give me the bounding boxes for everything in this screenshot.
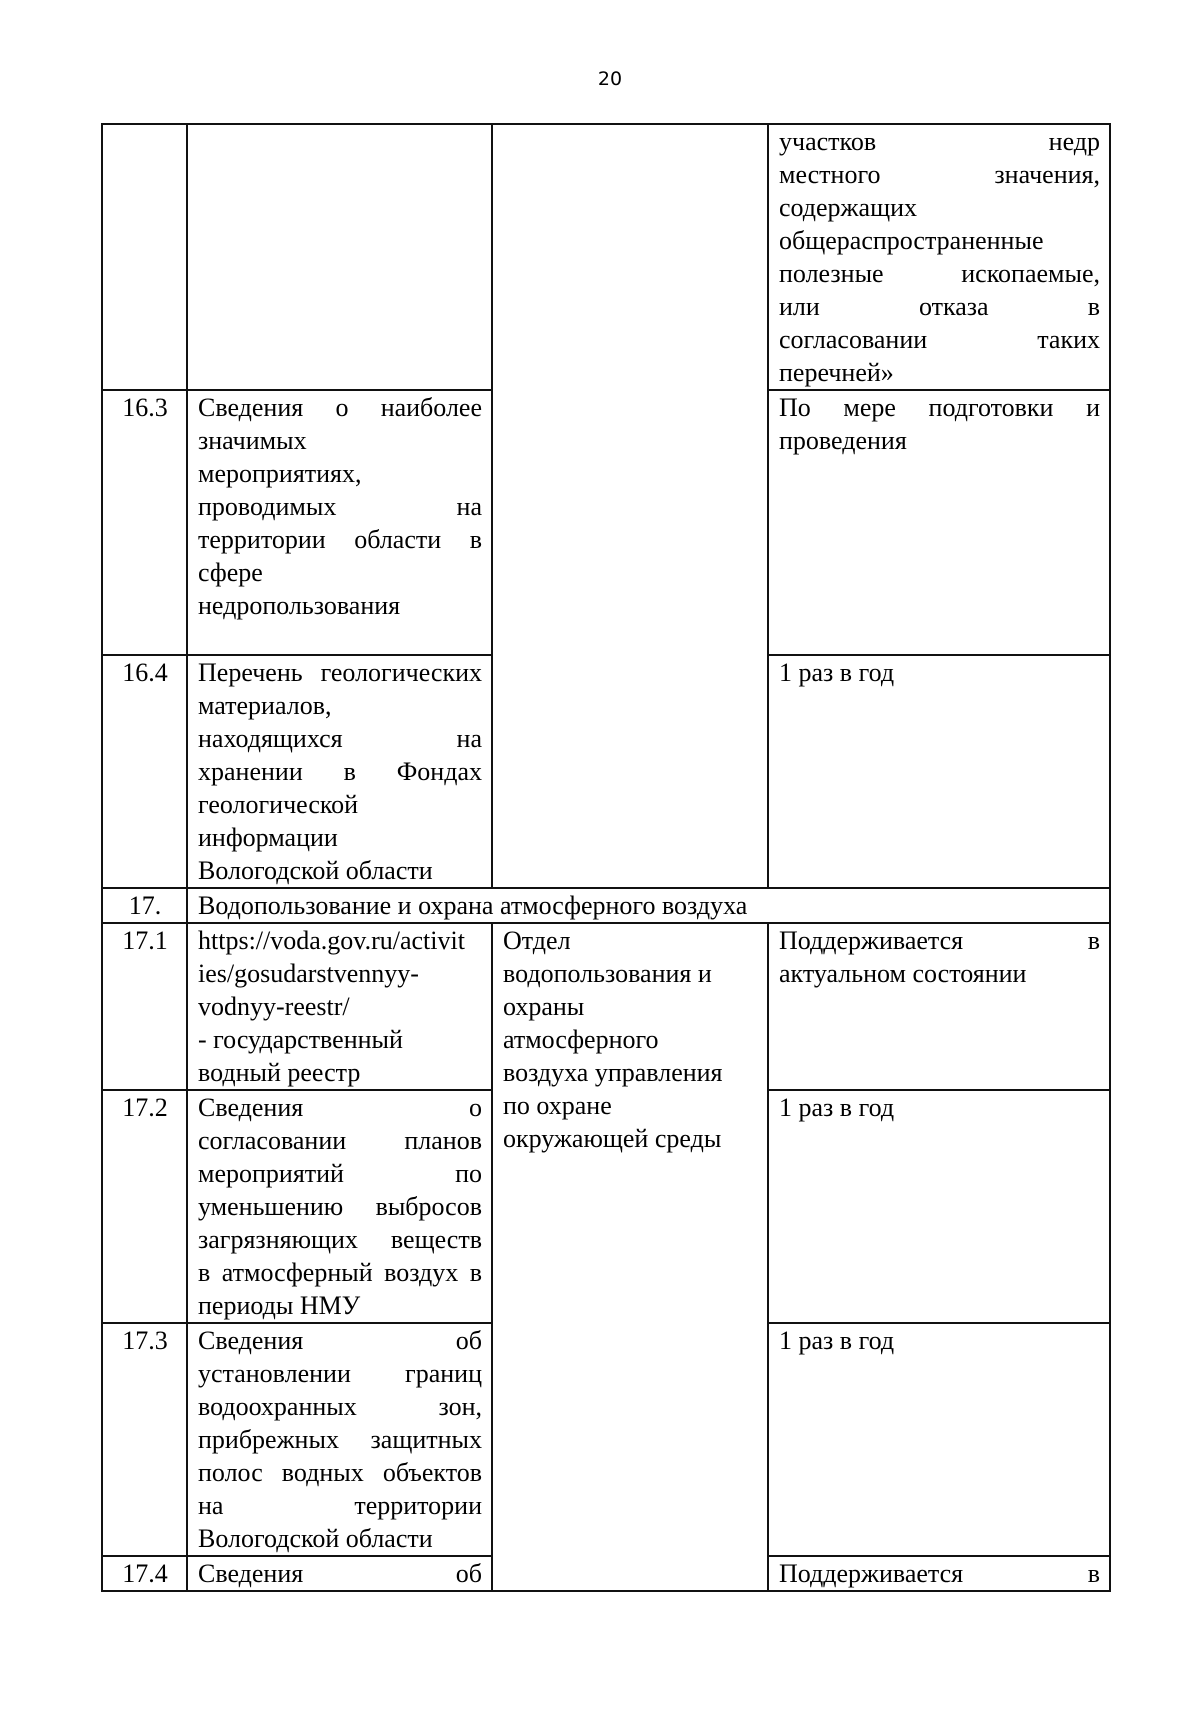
cell-text-line: в атмосферный воздух в <box>198 1258 482 1287</box>
cell-text-line: участков недр <box>779 127 1100 156</box>
cell-text-line: воздуха управления <box>503 1058 723 1087</box>
cell-text-line: Отдел <box>503 926 571 955</box>
schedule-cell <box>768 1556 1110 1591</box>
cell-text-line: охраны <box>503 992 585 1021</box>
schedule-cell <box>768 1323 1110 1556</box>
cell-text-line: водный реестр <box>198 1058 361 1087</box>
cell-text-line: https://voda.gov.ru/activit <box>198 926 465 955</box>
row-number-cell: 17.2 <box>102 1090 187 1323</box>
cell-text-line: территории области в <box>198 525 482 554</box>
name-cell <box>187 923 492 1090</box>
info-table <box>101 123 1111 1592</box>
cell-text-line: 1 раз в год <box>779 1093 895 1122</box>
cell-text-line: периоды НМУ <box>198 1291 361 1320</box>
cell-text-line: материалов, <box>198 691 332 720</box>
name-cell <box>187 390 492 655</box>
row-number-cell: 16.4 <box>102 655 187 888</box>
cell-text-line: или отказа в <box>779 292 1100 321</box>
cell-text-line: водоохранных зон, <box>198 1392 482 1421</box>
cell-text-line: перечней» <box>779 358 894 387</box>
responsible-cell <box>492 923 768 1591</box>
cell-text-line: 1 раз в год <box>779 658 895 687</box>
schedule-cell <box>768 655 1110 888</box>
cell-text-line: Сведения о <box>198 1093 482 1122</box>
row-number-cell: 17.3 <box>102 1323 187 1556</box>
name-cell <box>187 1090 492 1323</box>
row-number-cell: 17.1 <box>102 923 187 1090</box>
cell-text-line: информации <box>198 823 338 852</box>
cell-text-line: полос водных объектов <box>198 1458 482 1487</box>
row-number-cell <box>102 124 187 390</box>
cell-text-line: 1 раз в год <box>779 1326 895 1355</box>
table-row-section-17 <box>102 888 1110 923</box>
cell-text-line: по охране <box>503 1091 612 1120</box>
cell-text-line: содержащих <box>779 193 917 222</box>
cell-text-line: Сведения об <box>198 1559 482 1588</box>
cell-text-line: атмосферного <box>503 1025 659 1054</box>
schedule-cell <box>768 390 1110 655</box>
cell-text-line: местного значения, <box>779 160 1100 189</box>
row-number-cell: 16.3 <box>102 390 187 655</box>
row-number-cell: 17.4 <box>102 1556 187 1591</box>
cell-text-line: на территории <box>198 1491 482 1520</box>
cell-text-line: Сведения о наиболее <box>198 393 482 422</box>
cell-text-line: - государственный <box>198 1025 403 1054</box>
cell-text-line: сфере <box>198 558 263 587</box>
responsible-cell <box>492 124 768 888</box>
name-cell <box>187 1556 492 1591</box>
cell-text-line: недропользования <box>198 591 401 620</box>
cell-text-line: мероприятий по <box>198 1159 482 1188</box>
schedule-cell <box>768 124 1110 390</box>
name-cell <box>187 1323 492 1556</box>
name-cell <box>187 124 492 390</box>
cell-text-line: водопользования и <box>503 959 712 988</box>
cell-text-line: геологической <box>198 790 359 819</box>
table-row-continued <box>102 124 1110 390</box>
cell-text-line: загрязняющих веществ <box>198 1225 482 1254</box>
cell-text-line: Вологодской области <box>198 1524 433 1553</box>
cell-text-line: Перечень геологических <box>198 658 482 687</box>
cell-text-line: Сведения об <box>198 1326 482 1355</box>
cell-text-line: установлении границ <box>198 1359 482 1388</box>
cell-text-line: уменьшению выбросов <box>198 1192 482 1221</box>
cell-text-line: общераспространенные <box>779 226 1044 255</box>
section-title: Водопользование и охрана атмосферного воздуха <box>187 888 1110 923</box>
cell-text-line: Поддерживается в <box>779 926 1100 955</box>
name-cell <box>187 655 492 888</box>
schedule-cell <box>768 923 1110 1090</box>
cell-text-line: vodnyy-reestr/ <box>198 992 350 1021</box>
cell-text-line: проводимых на <box>198 492 482 521</box>
cell-text-line: хранении в Фондах <box>198 757 482 786</box>
cell-text-line: По мере подготовки и <box>779 393 1100 422</box>
cell-text-line: находящихся на <box>198 724 482 753</box>
cell-text-line: мероприятиях, <box>198 459 362 488</box>
cell-text-line: согласовании таких <box>779 325 1100 354</box>
cell-text-line: согласовании планов <box>198 1126 482 1155</box>
cell-text-line: значимых <box>198 426 307 455</box>
table-row-17-1 <box>102 923 1110 1090</box>
page-number: 20 <box>597 68 623 90</box>
cell-text-line: Вологодской области <box>198 856 433 885</box>
cell-text-line: прибрежных защитных <box>198 1425 482 1454</box>
cell-text-line: проведения <box>779 426 907 455</box>
cell-text-line: полезные ископаемые, <box>779 259 1100 288</box>
cell-text-line: ies/gosudarstvennyy- <box>198 959 419 988</box>
cell-text-line: окружающей среды <box>503 1124 722 1153</box>
cell-text-line: актуальном состоянии <box>779 959 1027 988</box>
row-number-cell: 17. <box>102 888 187 923</box>
cell-text-line: Поддерживается в <box>779 1559 1100 1588</box>
schedule-cell <box>768 1090 1110 1323</box>
